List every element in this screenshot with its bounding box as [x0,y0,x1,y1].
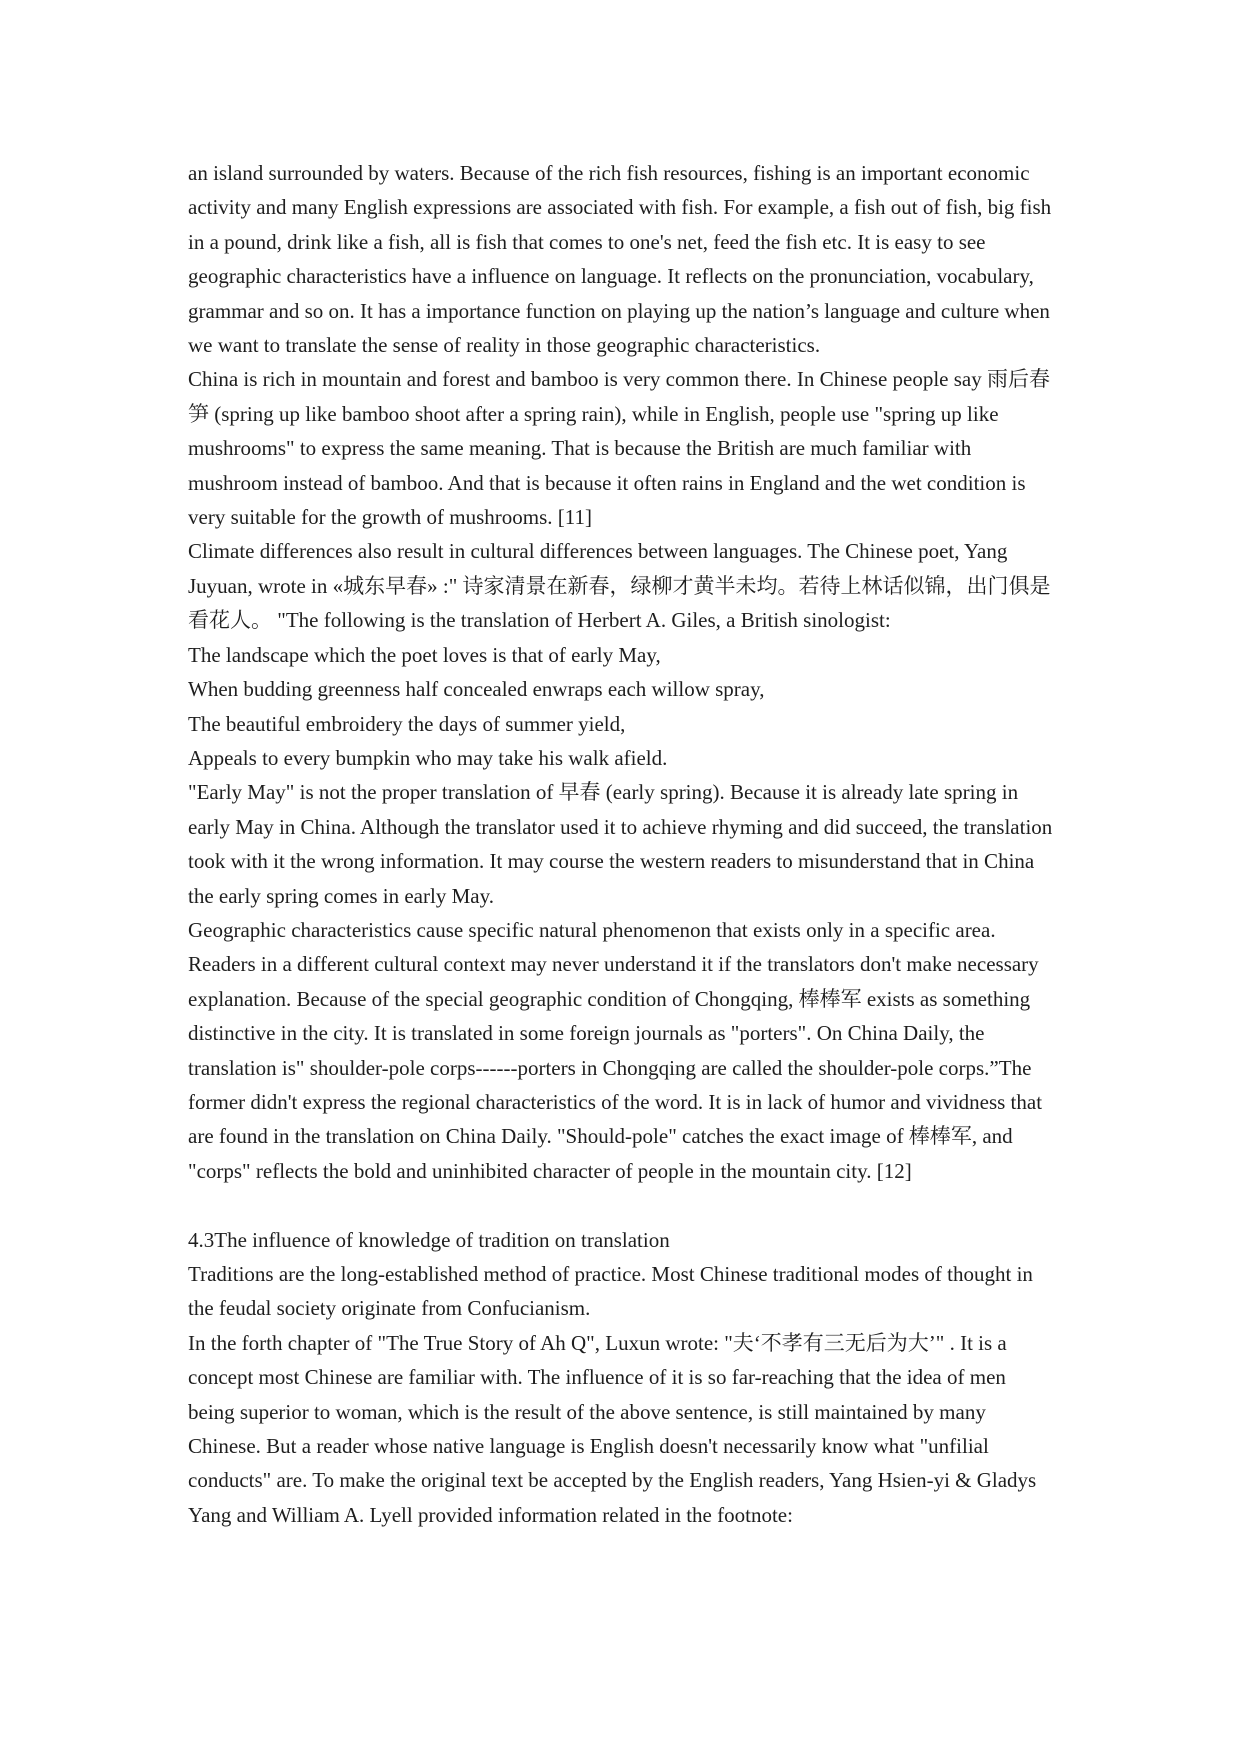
paragraph-bamboo-mushrooms: China is rich in mountain and forest and bamboo is very common there. In Chinese people say 雨后春笋 (spring up like bamboo shoot after a spring rain), while in English, people use "spring up like mushrooms" to express the same meaning. That is because the British are much familiar with mushroom instead of bamboo. And that is because it often rains in England and the wet condition is very suitable for the growth of mushrooms. [11] [188,367,1050,530]
poem-line-2: When budding greenness half concealed enwraps each willow spray, [188,677,765,702]
blank-line [188,1188,1056,1222]
paragraph-ah-q: In the forth chapter of "The True Story of Ah Q", Luxun wrote: "夫‘不孝有三无后为大’" . It is a concept most Chinese are familiar with. The influence of it is so far-reaching that the idea of men being superior to woman, which is the result of the above sentence, is still maintained by many Chinese. But a reader whose native language is English doesn't necessarily know what "unfilial conducts" are. To make the original text be accepted by the English readers, Yang Hsien-yi & Gladys Yang and William A. Lyell provided information related in the footnote: [188,1330,1037,1527]
poem-line-4: Appeals to every bumpkin who may take his walk afield. [188,745,668,770]
paragraph-fish-expressions: an island surrounded by waters. Because of the rich fish resources, fishing is an important economic activity and many English expressions are associated with fish. For example, a fish out of fish, big fish in a pound, drink like a fish, all is fish that comes to one's net, feed the fish etc. It is easy to see geographic characteristics have a influence on language. It reflects on the pronunciation, vocabulary, grammar and so on. It has a importance function on playing up the nation’s language and culture when we want to translate the sense of reality in those geographic characteristics. [188,161,1052,358]
document-page [188,156,1056,1532]
paragraph-traditions: Traditions are the long-established method of practice. Most Chinese traditional modes of thought in the feudal society originate from Confucianism. [188,1261,1033,1321]
paragraph-climate-differences: Climate differences also result in cultural differences between languages. The Chinese poet, Yang Juyuan, wrote in «城东早春» :" 诗家清景在新春，绿柳才黄半未均。若待上林话似锦，出门俱是看花人。 "The following is the translation of Herbert A. Giles, a British sinologist: [188,539,1051,633]
paragraph-early-may: "Early May" is not the proper translation of 早春 (early spring). Because it is already late spring in early May in China. Although the translator used it to achieve rhyming and did succeed, the translation took with it the wrong information. It may course the western readers to misunderstand that in China the early spring comes in early May. [188,780,1053,908]
poem-line-1: The landscape which the poet loves is that of early May, [188,642,661,667]
paragraph-shoulder-pole-corps: Geographic characteristics cause specific natural phenomenon that exists only in a specific area. Readers in a different cultural context may never understand it if the translators don't make necessary explanation. Because of the special geographic condition of Chongqing, 棒棒军 exists as something distinctive in the city. It is translated in some foreign journals as "porters". On China Daily, the translation is" shoulder-pole corps------porters in Chongqing are called the shoulder-pole corps.”The former didn't express the regional characteristics of the word. It is in lack of humor and vividness that are found in the translation on China Daily. "Should-pole" catches the exact image of 棒棒军, and "corps" reflects the bold and uninhibited character of people in the mountain city. [12] [188,917,1043,1183]
poem-line-3: The beautiful embroidery the days of summer yield, [188,711,626,736]
section-heading: 4.3The influence of knowledge of tradition on translation [188,1227,670,1252]
